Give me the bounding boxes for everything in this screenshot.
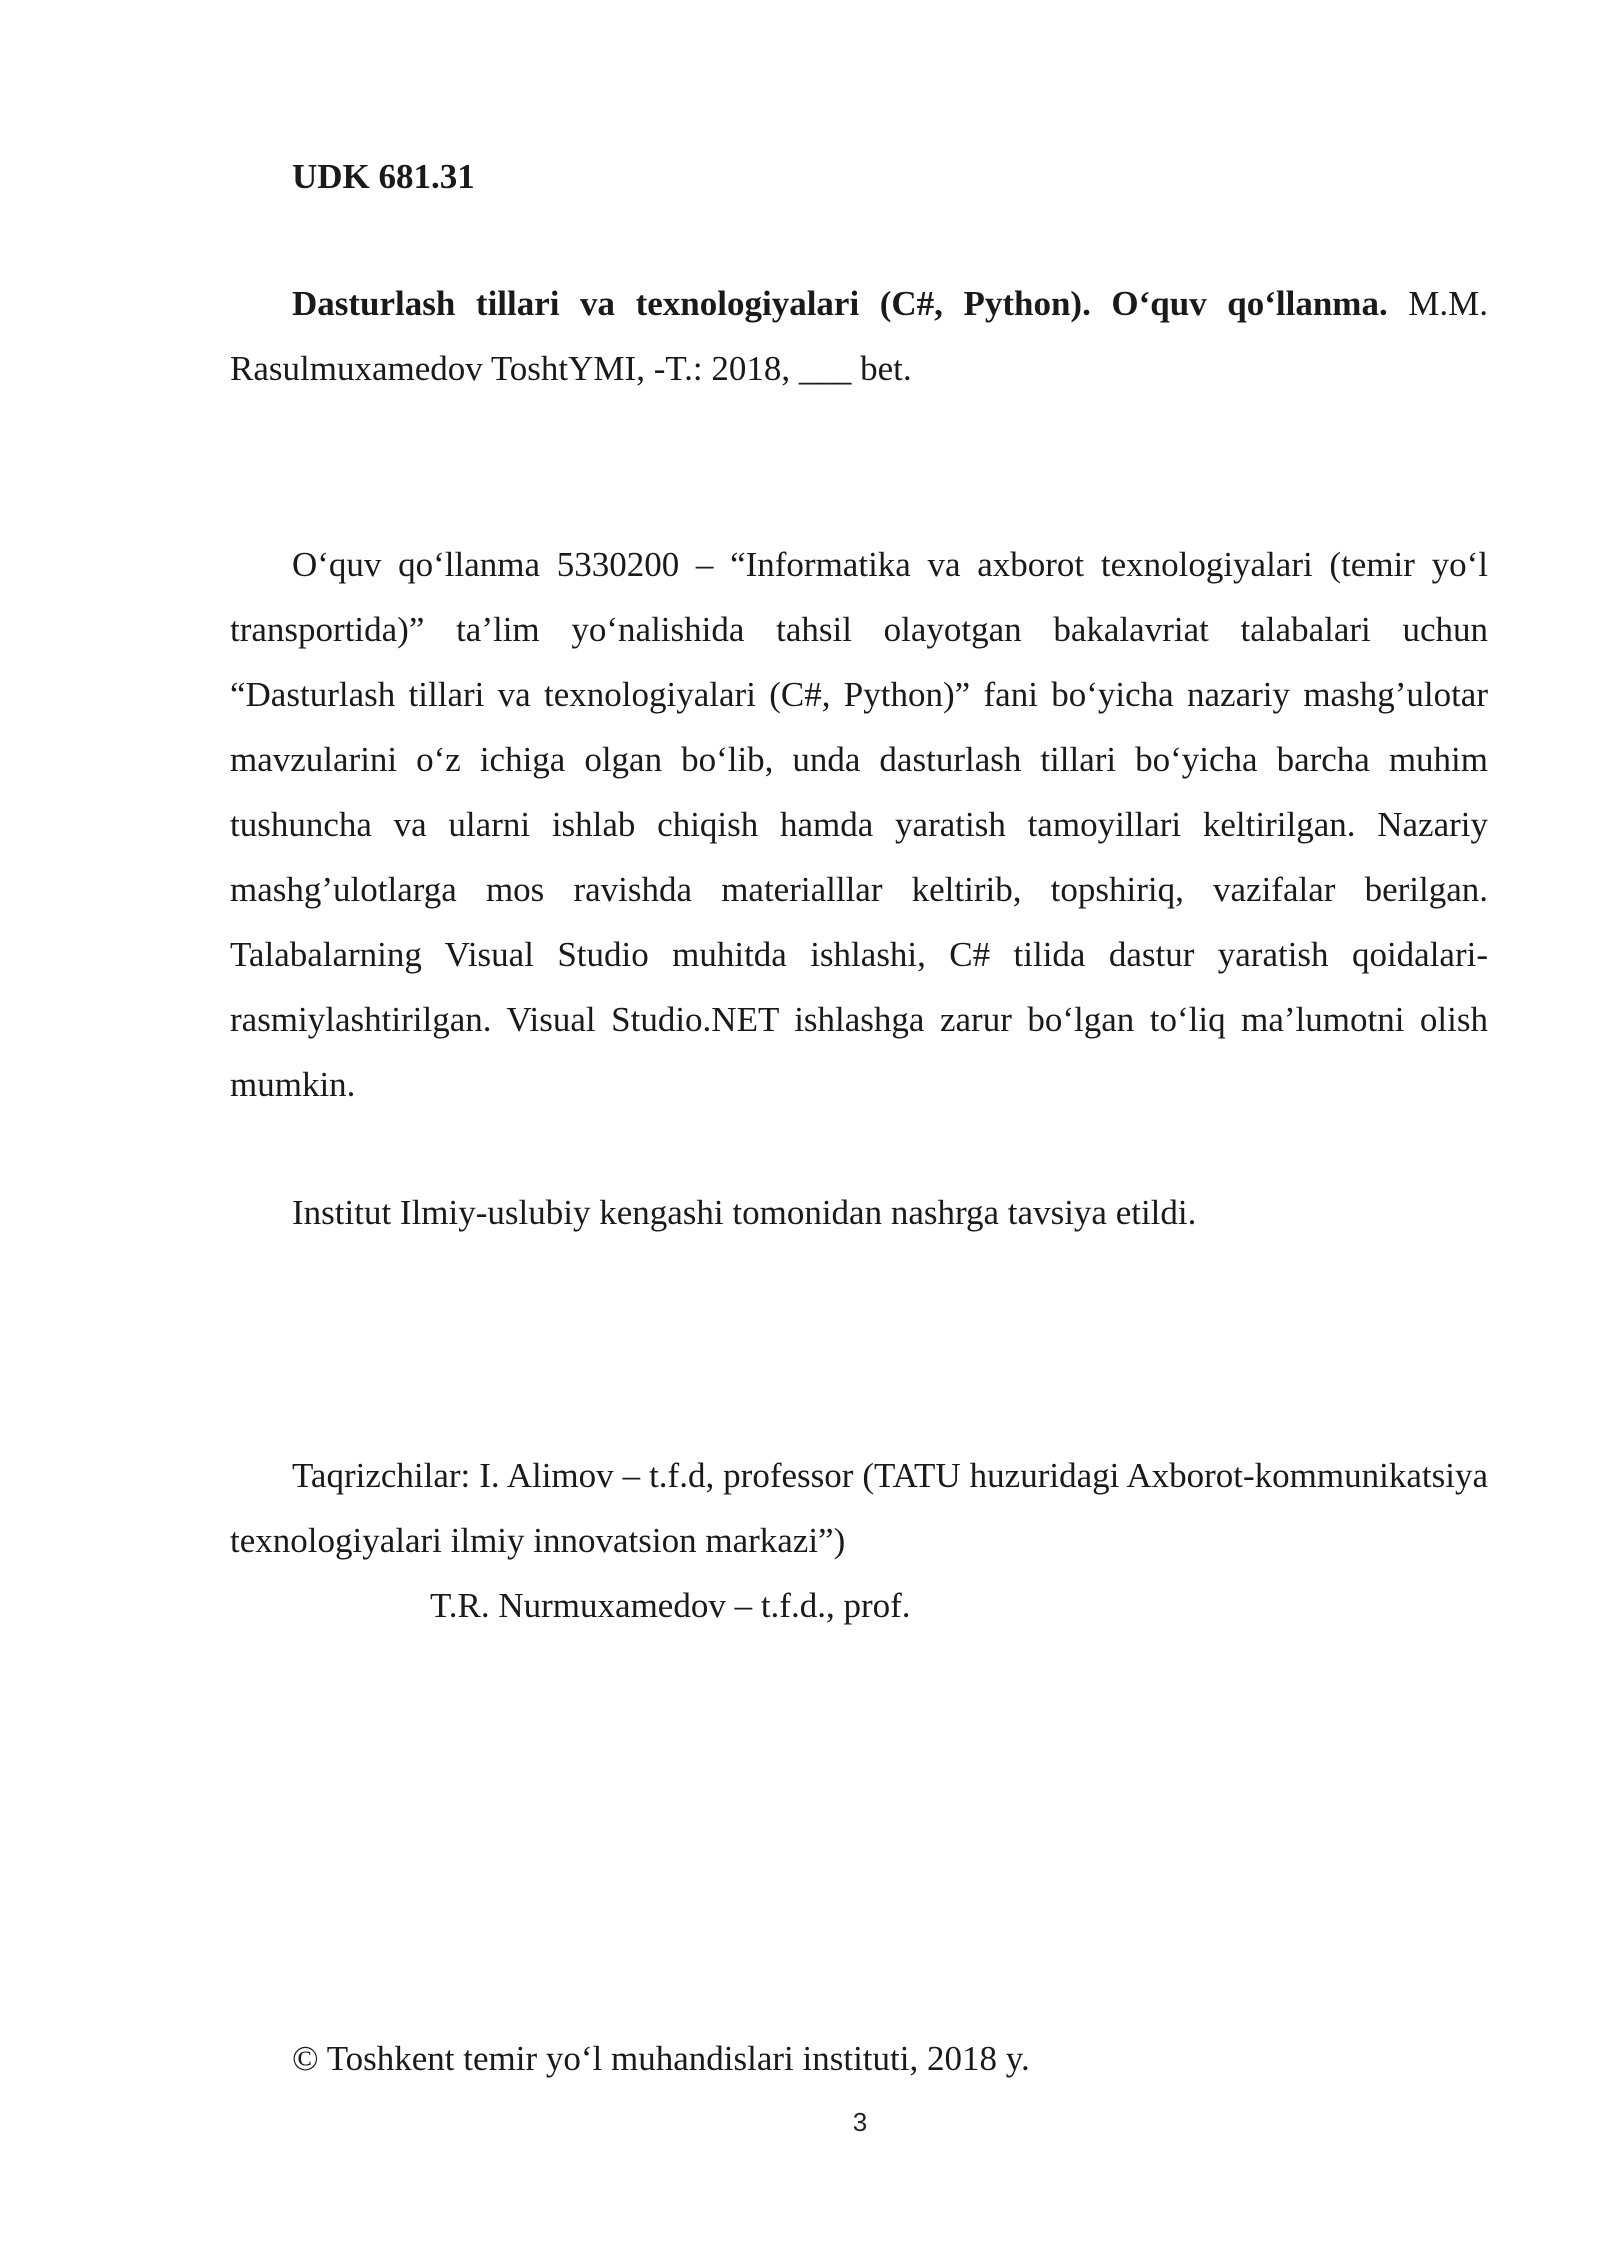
reviewer-second: T.R. Nurmuxamedov – t.f.d., prof. [430,1586,911,1625]
bibliographic-citation [230,271,1488,401]
citation-details: M.M. Rasulmuxamedov ToshtYMI, -T.: 2018, ___ bet. [230,284,1488,388]
reviewers-section [230,1443,1488,1638]
copyright-line: © Toshkent temir yo‘l muhandislari instituti, 2018 y. [292,2039,1030,2078]
book-title: Dasturlash tillari va texnologiyalari (C#, Python). O‘quv qo‘llanma. [292,284,1388,323]
reviewer-first: Taqrizchilar: I. Alimov – t.f.d, professor (TATU huzuridagi Axborot-kommunikatsiya texnologiyalari ilmiy innovatsion markazi”) [230,1456,1488,1560]
udk-code: UDK 681.31 [292,157,475,196]
recommendation-note: Institut Ilmiy-uslubiy kengashi tomonidan nashrga tavsiya etildi. [292,1193,1197,1232]
page-number: 3 [852,2107,868,2137]
annotation-paragraph: O‘quv qo‘llanma 5330200 – “Informatika va axborot texnologiyalari (temir yo‘l transportida)” ta’lim yo‘nalishida tahsil olayotgan bakalavriat talabalari uchun “Dasturlash tillari va texnologiyalari (C#, Python)” fani bo‘yicha nazariy mashg’ulotar mavzularini o‘z ichiga olgan bo‘lib, unda dasturlash tillari bo‘yicha barcha muhim tushuncha va ularni ishlab chiqish hamda yaratish tamoyillari keltirilgan. Nazariy mashg’ulotlarga mos ravishda materialllar keltirib, topshiriq, vazifalar berilgan. Talabalarning Visual Studio muhitda ishlashi, C# tilida dastur yaratish qoidalari-rasmiylashtirilgan. Visual Studio.NET ishlashga zarur bo‘lgan to‘liq ma’lumotni olish mumkin. [230,545,1488,1104]
